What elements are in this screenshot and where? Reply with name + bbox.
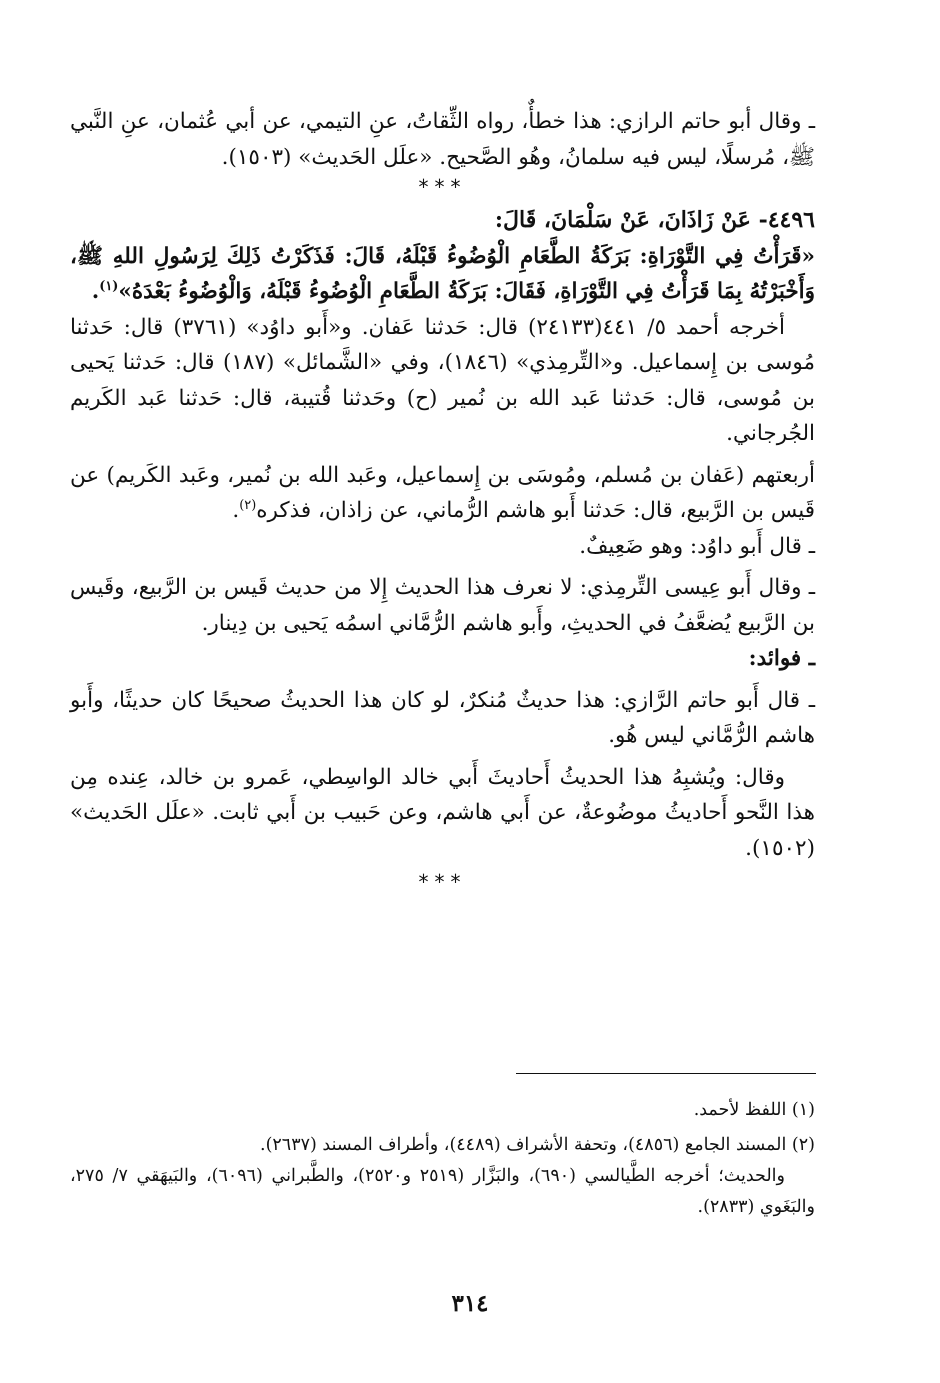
- hadith-matn-end: .: [91, 279, 100, 304]
- paragraph-abu-hatim-3: وقال: ويُشبِهُ هذا الحديثُ أَحاديثَ أَبي خالد الواسِطي، عَمرو بن خالد، عِنده مِن هذا النَّحو أَحاديثُ موضُوعةٌ، عن أَبي هاشم، وعن حَبيب بن أَبي ثابت. «علَل الحَديث» (١٥٠٢).: [70, 764, 815, 861]
- footnote-separator: [516, 1073, 816, 1074]
- footnote-1: (١) اللفظ لأحمد.: [693, 1100, 815, 1120]
- section-divider-stars-end: ***: [418, 870, 467, 894]
- main-text: [70, 104, 815, 898]
- section-heading-fawaid: ـ فوائد:: [748, 646, 815, 671]
- narrators-text: أربعتهم (عَفان بن مُسلم، ومُوسَى بن إِسماعيل، وعَبد الله بن نُمير، وعَبد الكَريم) عن قَيس بن الرَّبيع، قال: حَدثنا أَبو هاشم الرُّماني، عن زاذان، فذكره: [70, 462, 815, 523]
- hadith-matn: «قَرَأْتُ فِي التَّوْرَاةِ: بَرَكَةُ الطَّعَامِ الْوُضُوءُ قَبْلَهُ، قَالَ: فَذَكَرْتُ ذَلِكَ لِرَسُولِ اللهِ ﷺ، وَأَخْبَرْتُهُ بِمَا قَرَأْتُ فِي التَّوْرَاةِ، فَقَالَ: بَرَكَةُ الطَّعَامِ الْوُضُوءُ قَبْلَهُ، وَالْوُضُوءُ بَعْدَهُ»: [70, 243, 815, 304]
- hadith-text: [70, 239, 815, 310]
- footnote-ref-2: (٢): [239, 497, 257, 513]
- paragraph-narrators: [70, 458, 815, 529]
- footnote-ref-1: (١): [99, 278, 119, 294]
- paragraph-takhrij: أخرجه أحمد ٥/ ٤٤١(٢٤١٣٣) قال: حَدثنا عَفان. و«أَبو داوُد» (٣٧٦١) قال: حَدثنا مُوسى بن إِسماعيل. و«التِّرمِذي» (١٨٤٦)، وفي «الشَّمائل» (١٨٧) قال: حَدثنا يَحيى بن مُوسى، قال: حَدثنا عَبد الله بن نُمير (ح) وحَدثنا قُتيبة، قال: حَدثنا عَبد الكَريم الجُرجاني.: [70, 314, 816, 446]
- footnotes: [70, 1095, 815, 1223]
- section-divider-stars: ***: [418, 175, 467, 199]
- paragraph-abu-hatim-1: ـ وقال أبو حاتم الرازي: هذا خطأٌ، رواه الثِّقاتُ، عنِ التيمي، عن أبي عُثمان، عنِ النَّبي ﷺ، مُرسلًا، ليس فيه سلمانُ، وهُو الصَّحيح. «علَل الحَديث» (١٥٠٣).: [70, 109, 815, 170]
- hadith-number-heading: ٤٤٩٦- عَنْ زَاذَانَ، عَنْ سَلْمَانَ، قَالَ:: [494, 207, 815, 233]
- footnote-2-continuation: والحديث؛ أخرجه الطَّيالسي (٦٩٠)، والبَزَّار (٢٥١٩ و٢٥٢٠)، والطَّبراني (٦٠٩٦)، والبَيهَقي ٧/ ٢٧٥، والبَغَوي (٢٨٣٣).: [70, 1166, 815, 1217]
- page-number: ٣١٤: [451, 1290, 489, 1317]
- paragraph-abu-dawud: ـ قال أَبو داوُد: وهو ضَعِيفٌ.: [579, 533, 815, 559]
- paragraph-tirmidhi: ـ وقال أَبو عِيسى التِّرمِذي: لا نعرف هذا الحديث إِلا من حديث قَيس بن الرَّبيع، وقَيس بن الرَّبيع يُضعَّفُ في الحديثِ، وأَبو هاشم الرُّمَّاني اسمُه يَحيى بن دِينار.: [70, 575, 815, 636]
- footnote-2: (٢) المسند الجامع (٤٨٥٦)، وتحفة الأشراف (٤٤٨٩)، وأطراف المسند (٢٦٣٧).: [260, 1135, 815, 1155]
- paragraph-abu-hatim-2: ـ قال أَبو حاتم الرَّازي: هذا حديثٌ مُنكرٌ، لو كان هذا الحديثُ صحيحًا كان حديثًا، وأَبو هاشم الرُّمَّاني ليس هُو.: [70, 687, 815, 748]
- narrators-end: .: [232, 498, 240, 523]
